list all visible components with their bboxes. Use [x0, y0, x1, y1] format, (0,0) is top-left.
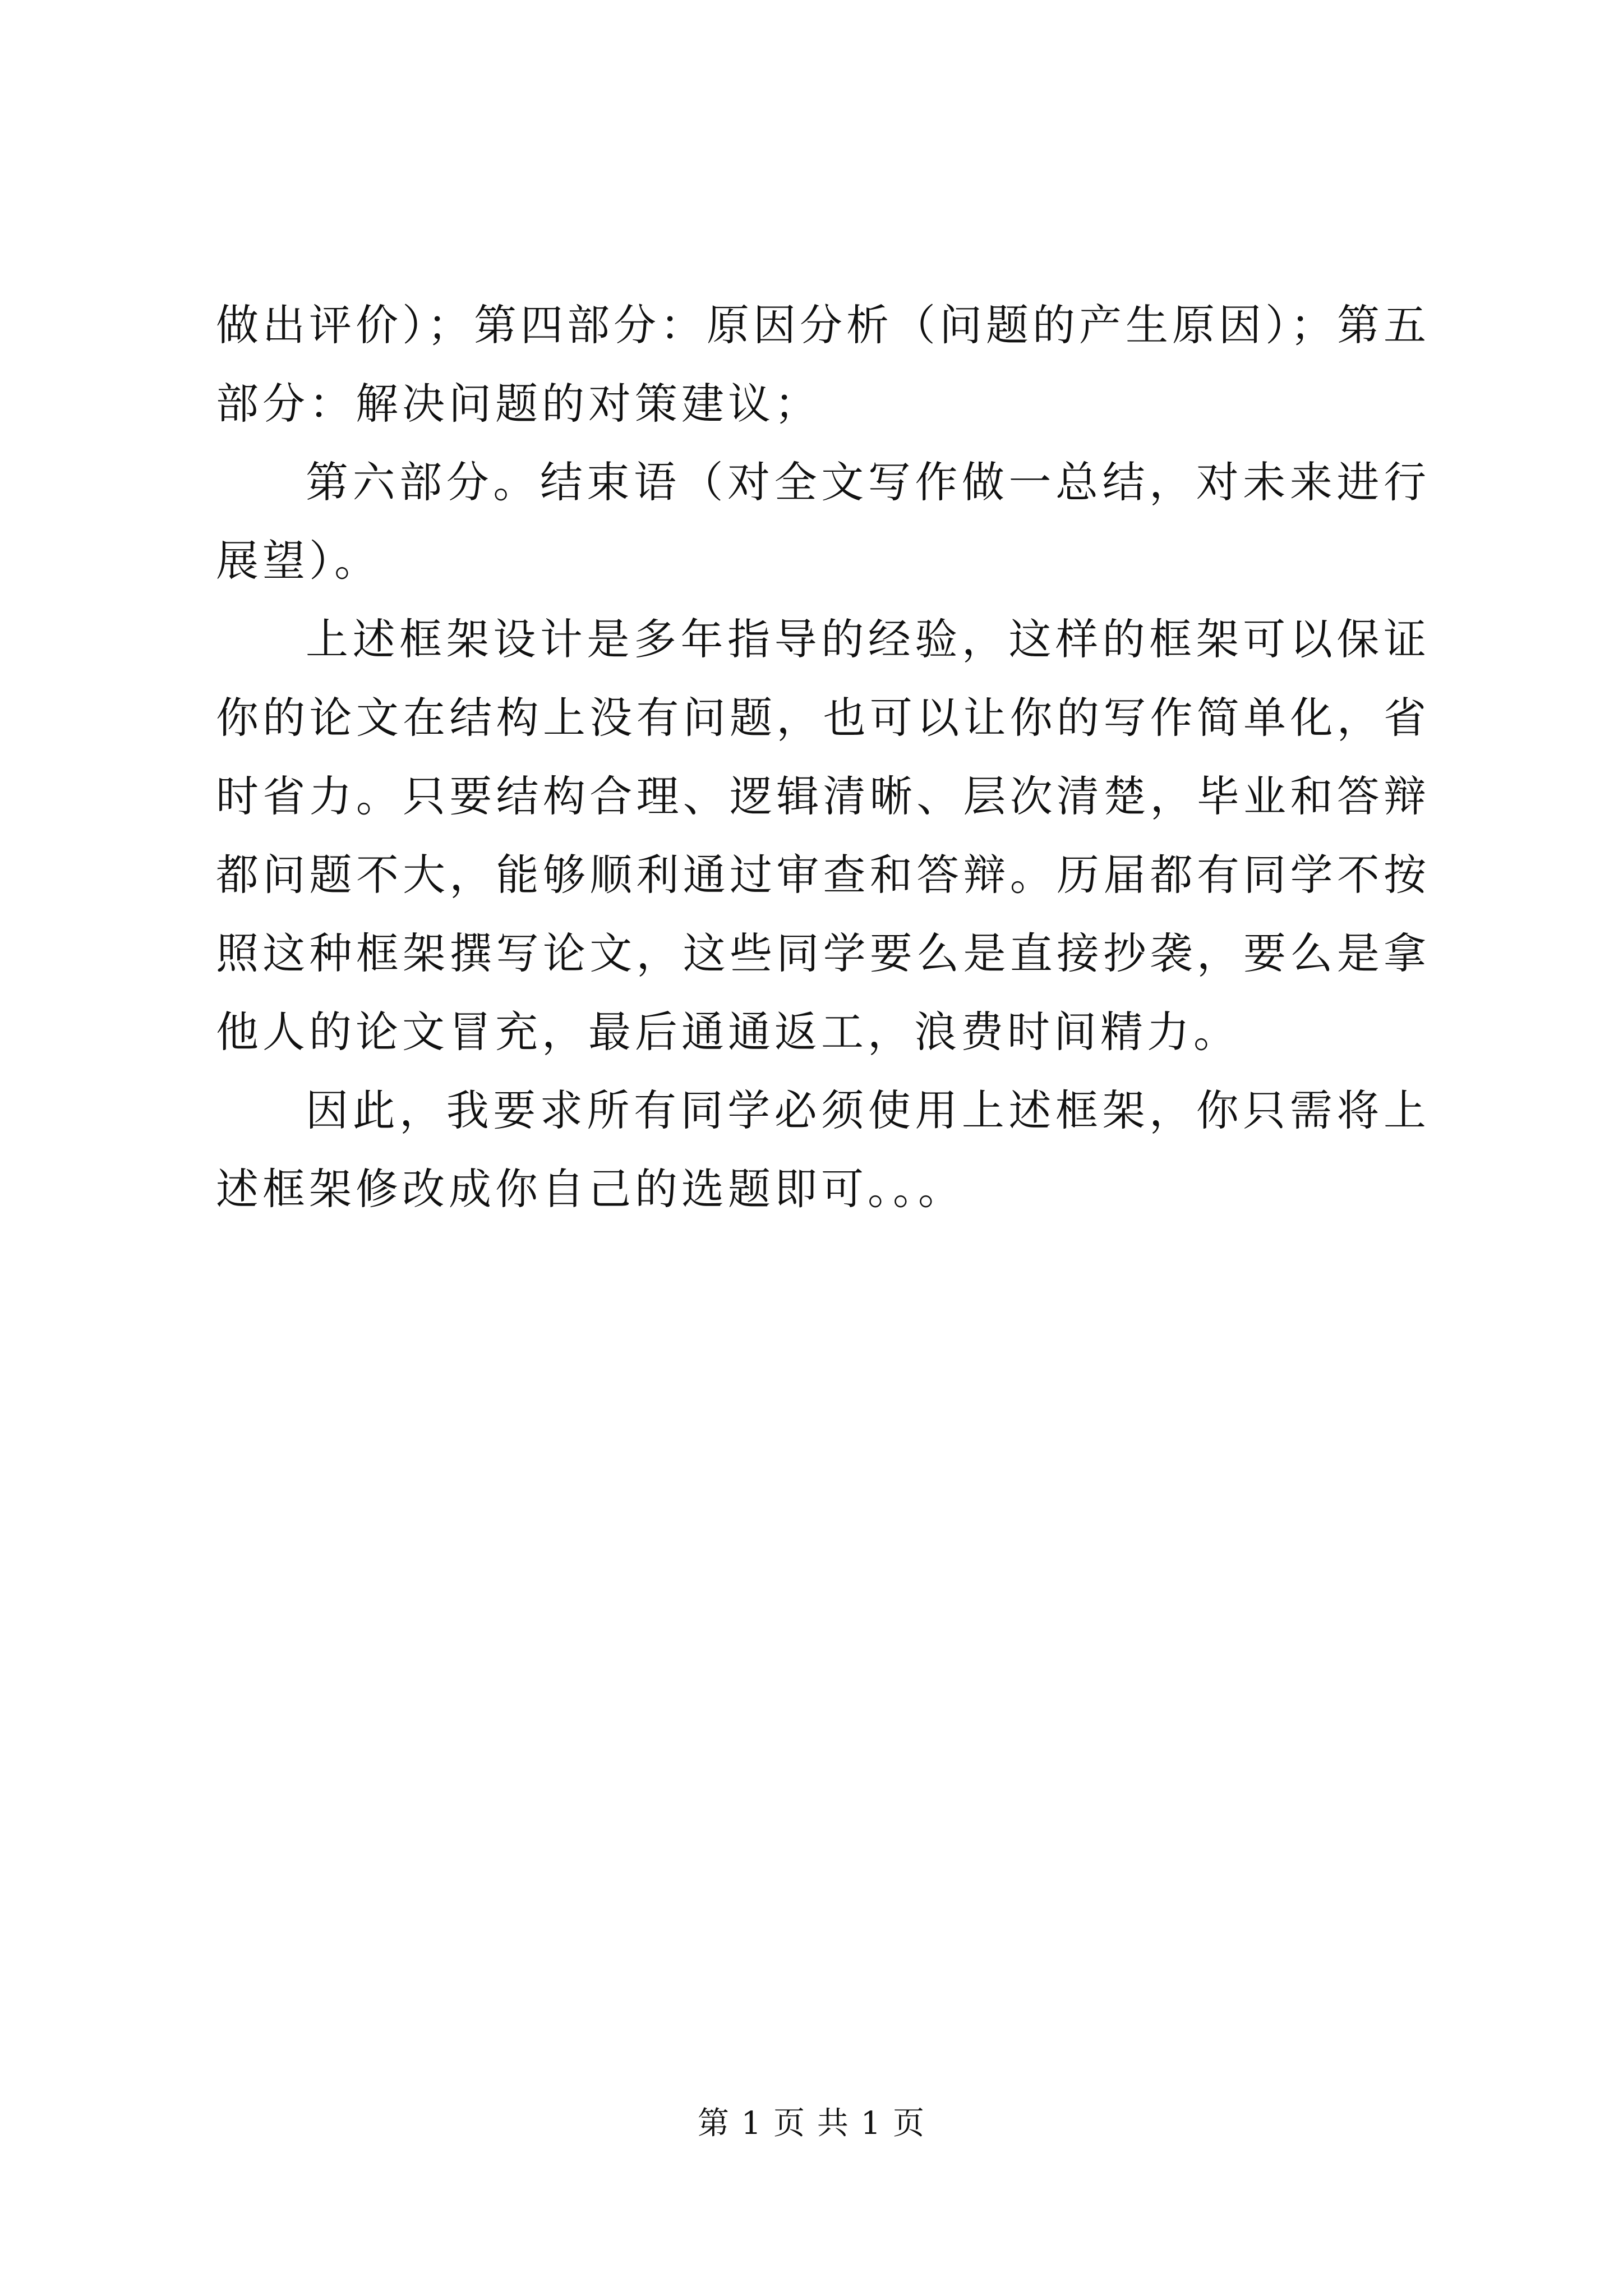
paragraph-requirement: 因此，我要求所有同学必须使用上述框架，你只需将上述框架修改成你自己的选题即可。。。 [216, 1085, 1430, 1214]
paragraph-framework-explanation: 上述框架设计是多年指导的经验，这样的框架可以保证你的论文在结构上没有问题，也可以让你的写作简单化，省时省力。只要结构合理、逻辑清晰、层次清楚，毕业和答辩都问题不大，能够顺利通过审查和答辩。历届都有同学不按照这种框架撰写论文，这些同学要么是直接抄袭，要么是拿他人的论文冒充，最后通通返工，浪费时间精力。 [216, 614, 1430, 1057]
paragraph-part-six: 第六部分。结束语（对全文写作做一总结，对未来进行展望）。 [216, 457, 1430, 586]
page-footer: 第 1 页 共 1 页 [697, 2105, 926, 2142]
document-body [216, 286, 1430, 1228]
paragraph-continued: 做出评价）；第四部分：原因分析（问题的产生原因）；第五部分：解决问题的对策建议； [216, 300, 1430, 429]
